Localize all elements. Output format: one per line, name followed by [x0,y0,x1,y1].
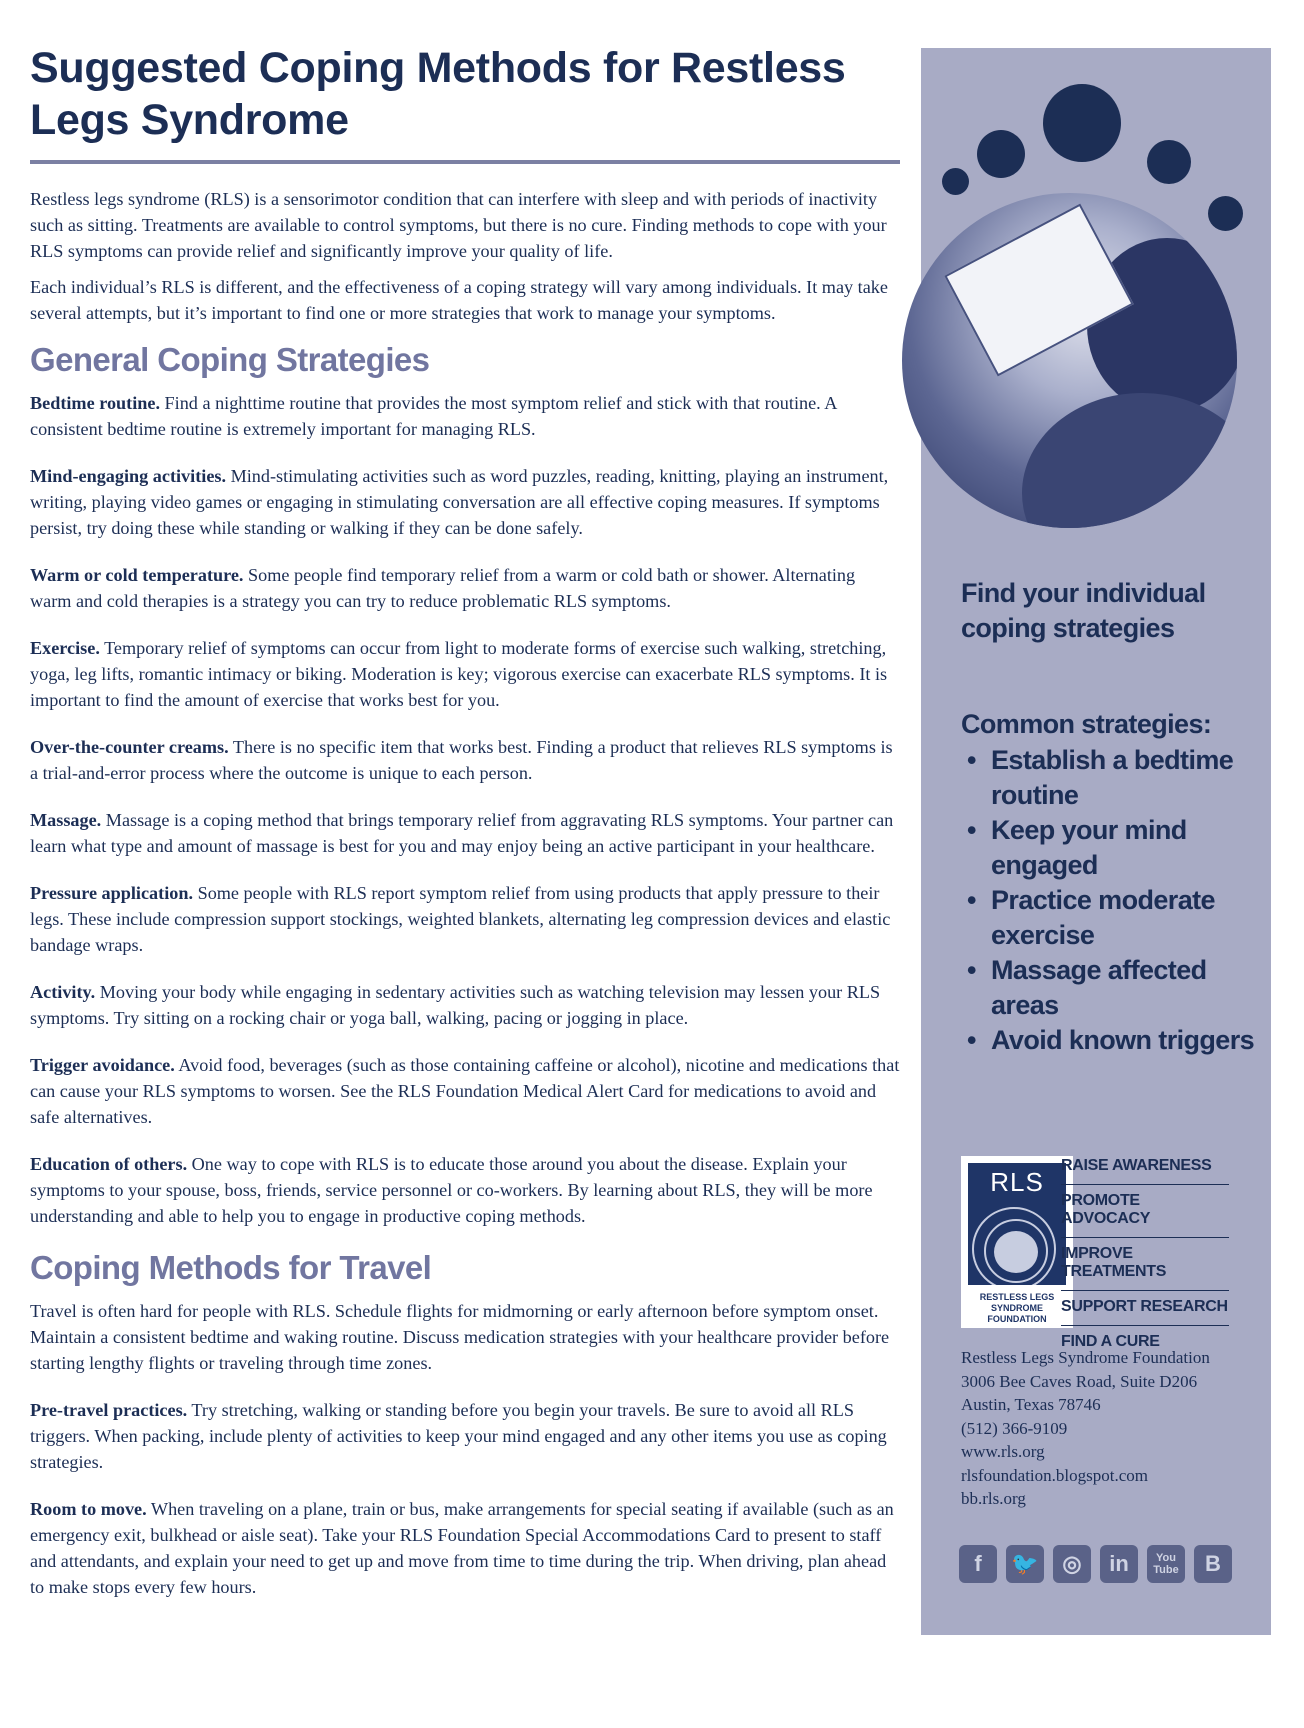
reading-person-photo [902,193,1237,528]
strategy-term: Education of others. [30,1154,188,1174]
mission-item: SUPPORT RESEARCH [1061,1291,1229,1326]
page-title: Suggested Coping Methods for Restless Legs Syndrome [30,44,846,144]
contact-address [961,1346,1261,1511]
address-line[interactable]: bb.rls.org [961,1489,1026,1508]
strategy-bullet: • Practice moderate exercise [961,883,1261,953]
strategy-text: Try stretching, walking or standing before you begin your travels. Be sure to avoid all RLS triggers. When packing, include plenty of activities to keep your mind engaged and any other items you use as coping strategies. [30,1400,887,1472]
rls-foundation-logo [961,1156,1073,1328]
strategy-item [30,562,900,614]
strategy-bullet: • Keep your mind engaged [961,813,1261,883]
strategy-text: Massage is a coping method that brings temporary relief from aggravating RLS symptoms. Your partner can learn what type and amount of massage is best for you and may enjoy being an active participant in your healthcare. [30,810,894,856]
strategy-item [30,463,900,541]
intro-paragraph: Each individual’s RLS is different, and the effectiveness of a coping strategy will vary among individuals. It may take several attempts, but it’s important to find one or more strategies that work to manage your symptoms. [30,277,888,323]
travel-intro: Travel is often hard for people with RLS. Schedule flights for midmorning or early afternoon before symptom onset. Maintain a consistent bedtime and waking routine. Discuss medication strategies with your healthcare provider before starting lengthy flights or traveling through time zones. [30,1301,890,1373]
mission-list [1061,1150,1229,1360]
decorative-dot [1147,140,1191,184]
strategy-text: When traveling on a plane, train or bus, make arrangements for special seating if available (such as an emergency exit, bulkhead or aisle seat). Take your RLS Foundation Special Accommodations Card to present to staff and attendants, and explain your need to get up and move from time to time during the trip. When driving, plan ahead to make stops every few hours. [30,1499,894,1597]
mission-item: FIND A CURE [1061,1333,1160,1350]
strategy-bullet: • Establish a bedtime routine [961,743,1261,813]
strategy-text: Some people find temporary relief from a warm or cold bath or shower. Alternating warm and cold therapies is a strategy you can try to reduce problematic RLS symptoms. [30,565,856,611]
twitter-icon[interactable]: 🐦 [1006,1545,1044,1583]
intro-paragraph: Restless legs syndrome (RLS) is a sensorimotor condition that can interfere with sleep and with periods of inactivity such as sitting. Treatments are available to control symptoms, but there is no cure. Finding methods to cope with your RLS symptoms can provide relief and significantly improve your quality of life. [30,189,887,261]
strategy-text: Mind-stimulating activities such as word puzzles, reading, knitting, playing an instrument, writing, playing video games or engaging in stimulating conversation are all effective coping measures. If symptoms persist, try doing these while standing or walking if they can be done safely. [30,466,889,538]
decorative-dot [942,168,969,195]
common-strategies-heading: Common strategies: [961,709,1212,739]
strategy-item [30,1151,900,1229]
youtube-icon[interactable]: You Tube [1147,1545,1185,1583]
general-strategies-list [30,390,900,1229]
general-heading: General Coping Strategies [30,341,430,378]
address-line[interactable]: rlsfoundation.blogspot.com [961,1465,1148,1485]
address-line[interactable]: www.rls.org [961,1442,1045,1461]
blogger-icon[interactable]: B [1194,1545,1232,1583]
logo-caption-line: RESTLESS LEGS [979,1292,1055,1302]
strategy-text: There is no specific item that works best. Finding a product that relieves RLS symptoms is a trial-and-error process where the outcome is unique to each person. [30,737,893,783]
strategy-term: Warm or cold temperature. [30,565,244,585]
logo-caption-line: FOUNDATION [987,1314,1047,1324]
title-rule [30,160,900,164]
strategy-item [30,880,900,958]
strategy-text: Avoid food, beverages (such as those containing caffeine or alcohol), nicotine and medications that can cause your RLS symptoms to worsen. See the RLS Foundation Medical Alert Card for medications to avoid and safe alternatives. [30,1055,900,1127]
address-line: Austin, Texas 78746 [961,1395,1101,1414]
mission-item: IMPROVE TREATMENTS [1061,1238,1229,1291]
strategy-bullet: • Avoid known triggers [961,1023,1261,1058]
strategy-term: Over-the-counter creams. [30,737,229,757]
strategy-text: One way to cope with RLS is to educate those around you about the disease. Explain your symptoms to your spouse, boss, friends, service personnel or co-workers. By learning about RLS, they will be more understanding and able to help you to engage in productive coping methods. [30,1154,873,1226]
strategy-item [30,979,900,1031]
decorative-dot [1043,84,1121,162]
strategy-item [30,635,900,713]
main-content [30,42,900,1621]
logo-mark-text: RLS [990,1167,1044,1197]
address-line: Restless Legs Syndrome Foundation [961,1348,1210,1367]
photo-shoulder [1022,393,1237,528]
strategy-term: Pre-travel practices. [30,1400,188,1420]
travel-heading: Coping Methods for Travel [30,1249,432,1286]
logo-ring [994,1231,1038,1273]
strategy-item [30,1397,900,1475]
social-icons [959,1545,1232,1583]
instagram-icon[interactable]: ◎ [1053,1545,1091,1583]
strategy-term: Massage. [30,810,102,830]
strategy-bullet: • Massage affected areas [961,953,1261,1023]
logo-caption-line: SYNDROME [990,1303,1043,1313]
strategy-item [30,1496,900,1600]
strategy-term: Trigger avoidance. [30,1055,175,1075]
strategy-term: Mind-engaging activities. [30,466,227,486]
common-strategies-list [961,743,1261,1058]
strategy-item [30,734,900,786]
strategy-term: Bedtime routine. [30,393,160,413]
decorative-dot [1208,196,1243,231]
strategy-term: Pressure application. [30,883,194,903]
strategy-item [30,390,900,442]
strategy-term: Exercise. [30,638,100,658]
decorative-dot [977,130,1025,178]
logo-mark-box [968,1163,1066,1285]
address-line: (512) 366-9109 [961,1418,1068,1438]
strategy-text: Some people with RLS report symptom relief from using products that apply pressure to their legs. These include compression support stockings, weighted blankets, alternating leg compression devices and elastic bandage wraps. [30,883,891,955]
find-strategies-heading: Find your individual coping strategies [961,578,1206,643]
mission-item: PROMOTE ADVOCACY [1061,1185,1229,1238]
linkedin-icon[interactable]: in [1100,1545,1138,1583]
strategy-term: Room to move. [30,1499,147,1519]
travel-methods-list [30,1397,900,1600]
address-line: 3006 Bee Caves Road, Suite D206 [961,1371,1198,1391]
strategy-item [30,807,900,859]
strategy-text: Moving your body while engaging in sedentary activities such as watching television may lessen your RLS symptoms. Try sitting on a rocking chair or yoga ball, walking, pacing or jogging in place. [30,982,881,1028]
strategy-term: Activity. [30,982,96,1002]
strategy-text: Temporary relief of symptoms can occur from light to moderate forms of exercise such walking, stretching, yoga, leg lifts, romantic intimacy or biking. Moderation is key; vigorous exercise can exacerbate RLS symptoms. It is important to find the amount of exercise that works best for you. [30,638,888,710]
facebook-icon[interactable]: f [959,1545,997,1583]
mission-item: RAISE AWARENESS [1061,1150,1229,1185]
sidebar [921,48,1271,1635]
logo-caption [961,1292,1073,1325]
strategy-text: Find a nighttime routine that provides the most symptom relief and stick with that routine. A consistent bedtime routine is extremely important for managing RLS. [30,393,837,439]
strategy-item [30,1052,900,1130]
